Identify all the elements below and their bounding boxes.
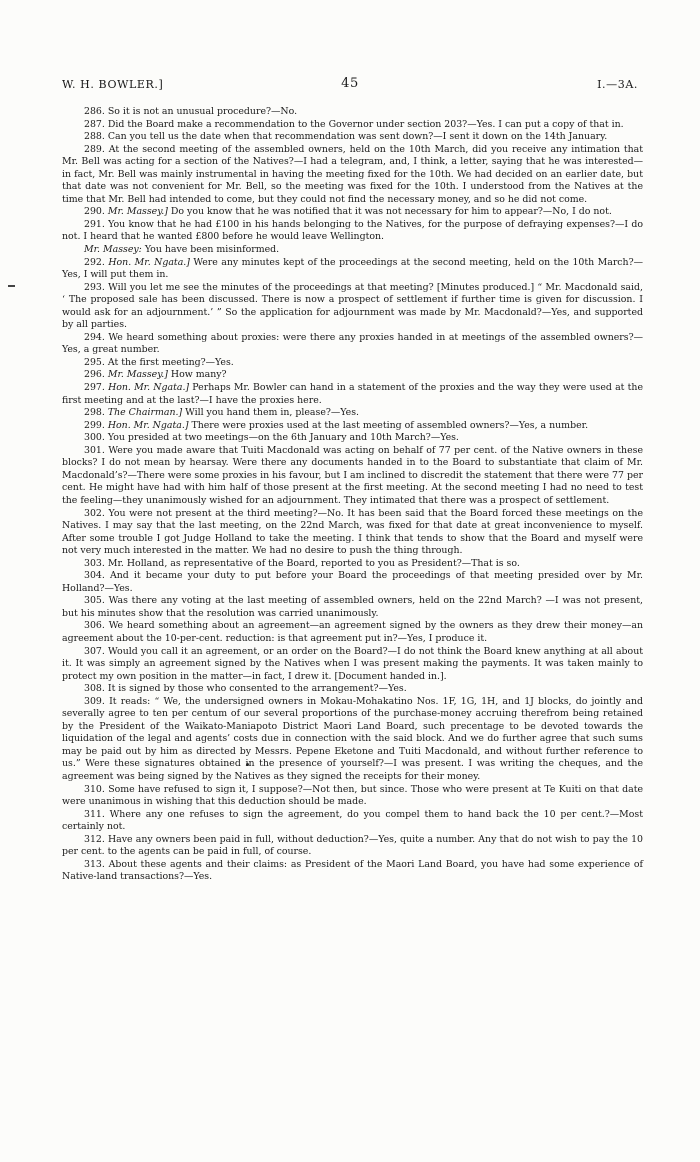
- speaker-label: Mr. Massey.]: [107, 206, 168, 218]
- question-text: You have been misinformed.: [144, 244, 280, 256]
- document-reference: I.—3A.: [597, 78, 638, 91]
- question-number: 306.: [84, 620, 105, 632]
- header-witness-name: W. H. BOWLER.]: [62, 78, 164, 91]
- question-paragraph: [62, 332, 643, 357]
- speaker-label: Mr. Massey.]: [107, 369, 168, 381]
- question-number: 294.: [84, 331, 105, 343]
- evidence-text: [62, 106, 643, 884]
- question-number: 299.: [84, 419, 105, 431]
- question-paragraph: [62, 508, 643, 558]
- question-number: 295.: [84, 356, 105, 368]
- question-number: 288.: [84, 131, 105, 143]
- question-number: 308.: [84, 683, 105, 695]
- question-text: Some have refused to sign it, I suppose?—Not then, but since. Those who were present at Te Kuiti on that date were unanimous in wishing that this deduction should be made.: [62, 783, 644, 808]
- question-number: 286.: [84, 106, 105, 117]
- question-number: 291.: [84, 218, 105, 230]
- question-number: 292.: [84, 256, 105, 268]
- question-text: You were not present at the third meeting?—No. It has been said that the Board forced these meetings on the Natives. I may say that the last meeting, on the 22nd March, was fixed for that date at great inconvenience to myself. After some trouble I got Judge Holland to take the meeting. I think that tends to show that the Board and myself were not very much interested in the matter. We had no desire to push the thing through.: [62, 507, 643, 557]
- question-number: 303.: [84, 557, 105, 569]
- question-text: Will you let me see the minutes of the proceedings at that meeting? [Minutes produced.] “ Mr. Macdonald said, ‘ The proposed sale has been discussed. There is now a prospect of settlement if further time is given for discussion. I would ask for an adjournment.’ ” So the application for adjournment was made by Mr. Macdonald?—Yes, and supported by all parties.: [62, 281, 644, 331]
- question-number: 313.: [84, 858, 105, 870]
- question-paragraph: [62, 696, 643, 784]
- question-number: 300.: [84, 432, 105, 444]
- question-text: Was there any voting at the last meeting of assembled owners, held on the 22nd March? —I was not present, but his minutes show that the resolution was carried unanimously.: [62, 595, 644, 619]
- question-text: Perhaps Mr. Bowler can hand in a statement of the proxies and the way they were used at the first meeting and at the last?—I have the proxies here.: [62, 382, 643, 406]
- question-text: Mr. Holland, as representative of the Board, reported to you as President?—That is so.: [107, 557, 520, 569]
- question-paragraph: [62, 445, 643, 508]
- question-paragraph: [62, 282, 643, 332]
- question-paragraph: [62, 646, 643, 684]
- speaker-label: The Chairman.]: [107, 407, 183, 419]
- question-paragraph: [62, 144, 643, 207]
- question-text: You presided at two meetings—on the 6th January and 10th March?—Yes.: [107, 432, 459, 444]
- question-paragraph: [62, 620, 643, 645]
- question-paragraph: [62, 859, 643, 884]
- question-number: 311.: [84, 808, 105, 820]
- question-paragraph: [62, 244, 643, 257]
- question-paragraph: [62, 119, 643, 132]
- question-paragraph: [62, 257, 643, 282]
- question-number: 290.: [84, 206, 105, 218]
- question-text: About these agents and their claims: as President of the Maori Land Board, you have had some experience of Native-land transactions?—Yes.: [62, 858, 643, 883]
- question-text: You know that he had £100 in his hands belonging to the Natives, for the purpose of defraying expenses?—I do not. I heard that he wanted £800 before he would leave Wellington.: [62, 218, 643, 243]
- question-text: We heard something about an agreement—an agreement signed by the owners as they drew their money—an agreement about the 10-per-cent. reduction: is that agreement put in?—Yes, I produce it.: [62, 620, 643, 644]
- question-text: Can you tell us the date when that recommendation was sent down?—I sent it down on the 14th January.: [107, 131, 608, 143]
- question-number: 293.: [84, 281, 105, 293]
- speaker-label: Mr. Massey:: [84, 244, 142, 256]
- question-text: It is signed by those who consented to the arrangement?—Yes.: [107, 683, 407, 695]
- question-text: There were proxies used at the last meeting of assembled owners?—Yes, a number.: [191, 419, 589, 431]
- question-number: 296.: [84, 369, 105, 381]
- question-paragraph: [62, 219, 643, 244]
- question-paragraph: [62, 558, 643, 571]
- question-number: 307.: [84, 645, 105, 657]
- question-text: Will you hand them in, please?—Yes.: [185, 407, 359, 419]
- question-paragraph: [62, 106, 643, 119]
- question-text: It reads: “ We, the undersigned owners in Mokau-Mohakatino Nos. 1F, 1G, 1H, and 1J blocks, do jointly and severally agree to ten per centum of our several proportions of the purchase-money accruing therefrom being retained by the President of the Waikato-Maniapoto District Maori Land Board, such precentage to be devoted towards the liquidation of the legal and agents’ costs due in connection with the said block. And we do further agree that such sums may be paid out by him as directed by Messrs. Pepene Eketone and Tuiti Macdonald, and without further reference to us.” Were these signatures obtained in the presence of yourself?—I was present. I was writing the cheques, and the agreement was being signed by the Natives as they signed the receipts for their money.: [62, 695, 643, 782]
- page-number: 45: [341, 76, 359, 91]
- question-number: 309.: [84, 695, 105, 707]
- speaker-label: Hon. Mr. Ngata.]: [108, 256, 190, 268]
- question-paragraph: [62, 357, 643, 370]
- question-text: Where any one refuses to sign the agreement, do you compel them to hand back the 10 per cent.?—Most certainly not.: [62, 808, 643, 833]
- question-number: 287.: [84, 118, 105, 130]
- question-paragraph: [62, 420, 643, 433]
- question-text: We heard something about proxies: were there any proxies handed in at meetings of the assembled owners?—Yes, a great number.: [62, 331, 643, 356]
- question-paragraph: [62, 369, 643, 382]
- question-paragraph: [62, 131, 643, 144]
- question-paragraph: [62, 834, 643, 859]
- question-paragraph: [62, 595, 643, 620]
- question-text: Were any minutes kept of the proceedings at the second meeting, held on the 10th March?—Yes, I will put them in.: [62, 256, 643, 281]
- question-text: So it is not an unusual procedure?—No.: [107, 106, 298, 117]
- question-number: 312.: [84, 833, 105, 845]
- question-paragraph: [62, 809, 643, 834]
- question-number: 298.: [84, 407, 105, 419]
- margin-mark: [8, 285, 15, 287]
- speaker-label: Hon. Mr. Ngata.]: [108, 382, 190, 394]
- question-text: At the second meeting of the assembled owners, held on the 10th March, did you receive any intimation that Mr. Bell was acting for a section of the Natives?—I had a telegram, and, I think, a letter, saying that he was interested—in fact, Mr. Bell was mainly instrumental in having the meeting fixed for the 10th. We had decided on an earlier date, but that date was not convenient for Mr. Bell, so the meeting was fixed for the 10th. I understood from the Natives at the time that Mr. Bell had intended to come, but they could not find the necessary money, and so he did not come.: [62, 143, 644, 205]
- question-text: Would you call it an agreement, or an order on the Board?—I do not think the Board knew anything at all about it. It was simply an agreement signed by the Natives when I was present making the payments. It was taken mainly to protect my own position in the matter—in fact, I drew it. [Document handed in.].: [62, 645, 643, 682]
- question-paragraph: [62, 432, 643, 445]
- question-number: 297.: [84, 382, 105, 394]
- question-paragraph: [62, 784, 643, 809]
- question-number: 289.: [84, 143, 105, 155]
- question-text: Were you made aware that Tuiti Macdonald was acting on behalf of 77 per cent. of the Native owners in these blocks? I do not mean by hearsay. Were there any documents handed in to the Board to substantiate that claim of Mr. Macdonald’s?—There were some proxies in his favour, but I am inclined to discredit the statement that there were 77 per cent. He might have had with him half of those present at the first meeting. At the second meeting I had no need to test the feeling—they unanimously wished for an adjournment. They intimated that there was a prospect of settlement.: [62, 444, 643, 506]
- page-header: [62, 78, 638, 94]
- question-paragraph: [62, 570, 643, 595]
- question-text: At the first meeting?—Yes.: [107, 356, 234, 368]
- question-paragraph: [62, 683, 643, 696]
- question-number: 310.: [84, 783, 105, 795]
- question-number: 301.: [84, 444, 105, 456]
- question-text: Do you know that he was notified that it was not necessary for him to appear?—No, I do not.: [170, 206, 612, 218]
- question-text: How many?: [170, 369, 227, 381]
- speaker-label: Hon. Mr. Ngata.]: [107, 419, 189, 431]
- question-text: And it became your duty to put before your Board the proceedings of that meeting presided over by Mr. Holland?—Yes.: [62, 570, 643, 594]
- question-number: 302.: [84, 507, 105, 519]
- question-text: Have any owners been paid in full, without deduction?—Yes, quite a number. Any that do not wish to pay the 10 per cent. to the agents can be paid in full, of course.: [62, 833, 644, 858]
- question-number: 305.: [84, 595, 105, 607]
- question-paragraph: [62, 407, 643, 420]
- question-paragraph: [62, 206, 643, 219]
- question-paragraph: [62, 382, 643, 407]
- question-number: 304.: [84, 570, 105, 582]
- question-text: Did the Board make a recommendation to the Governor under section 203?—Yes. I can put a copy of that in.: [107, 118, 624, 130]
